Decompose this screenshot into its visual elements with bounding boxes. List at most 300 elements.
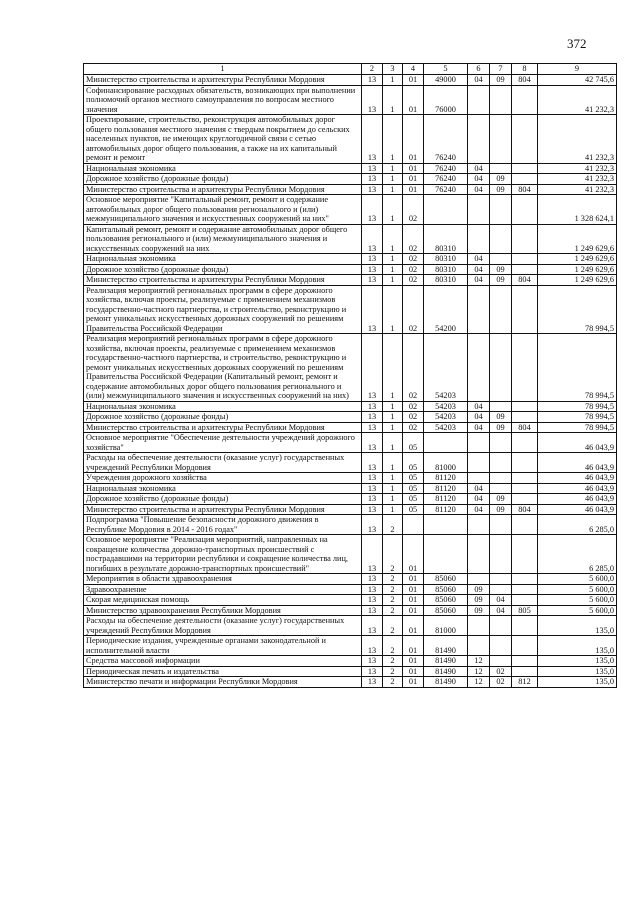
- table-row: [84, 666, 617, 677]
- amount-cell: 6 285,0: [538, 515, 617, 535]
- code-cell: [468, 473, 490, 484]
- amount-cell: 135,0: [538, 677, 617, 688]
- code-cell: 2: [383, 656, 403, 667]
- code-cell: [512, 473, 538, 484]
- row-name-cell: Дорожное хозяйство (дорожные фонды): [84, 412, 362, 423]
- code-cell: 804: [512, 184, 538, 195]
- code-cell: [512, 115, 538, 164]
- row-name-cell: Капитальный ремонт, ремонт и содержание автомобильных дорог общего пользования регионального и (или) межмуниципального значения и искусственных сооружений на них: [84, 224, 362, 254]
- code-cell: [490, 453, 512, 473]
- code-cell: 01: [403, 677, 424, 688]
- amount-cell: 46 043,9: [538, 433, 617, 453]
- code-cell: 13: [362, 285, 383, 334]
- code-cell: 13: [362, 174, 383, 185]
- code-cell: 09: [468, 605, 490, 616]
- table-row: [84, 677, 617, 688]
- code-cell: 80310: [424, 264, 468, 275]
- row-name-cell: Министерство строительства и архитектуры Республики Мордовия: [84, 422, 362, 433]
- code-cell: [490, 224, 512, 254]
- row-name-cell: Средства массовой информации: [84, 656, 362, 667]
- code-cell: [468, 224, 490, 254]
- code-cell: 01: [403, 535, 424, 574]
- code-cell: 2: [383, 584, 403, 595]
- code-cell: 09: [468, 584, 490, 595]
- page-number: 372: [567, 36, 587, 51]
- amount-cell: 41 232,3: [538, 115, 617, 164]
- amount-cell: 6 285,0: [538, 535, 617, 574]
- code-cell: 09: [490, 494, 512, 505]
- code-cell: 2: [383, 574, 403, 585]
- table-row: [84, 494, 617, 505]
- code-cell: [512, 483, 538, 494]
- table-row: [84, 574, 617, 585]
- amount-cell: 135,0: [538, 616, 617, 636]
- code-cell: 13: [362, 412, 383, 423]
- table-row: [84, 515, 617, 535]
- code-cell: 04: [468, 494, 490, 505]
- table-row: [84, 75, 617, 86]
- code-cell: 02: [403, 401, 424, 412]
- code-cell: [512, 412, 538, 423]
- code-cell: 04: [468, 163, 490, 174]
- row-name-cell: Дорожное хозяйство (дорожные фонды): [84, 174, 362, 185]
- code-cell: 85060: [424, 605, 468, 616]
- code-cell: 13: [362, 494, 383, 505]
- amount-cell: 1 328 624,1: [538, 195, 617, 225]
- amount-cell: 5 600,0: [538, 605, 617, 616]
- code-cell: 804: [512, 275, 538, 286]
- code-cell: [490, 254, 512, 265]
- code-cell: 804: [512, 504, 538, 515]
- code-cell: [512, 224, 538, 254]
- budget-table: [83, 63, 617, 688]
- code-cell: 01: [403, 584, 424, 595]
- table-row: [84, 636, 617, 656]
- code-cell: 02: [403, 412, 424, 423]
- code-cell: 81120: [424, 483, 468, 494]
- code-cell: 12: [468, 666, 490, 677]
- code-cell: 1: [383, 264, 403, 275]
- code-cell: [512, 285, 538, 334]
- code-cell: 12: [468, 677, 490, 688]
- code-cell: [424, 535, 468, 574]
- code-cell: 1: [383, 494, 403, 505]
- code-cell: [490, 285, 512, 334]
- code-cell: 01: [403, 85, 424, 115]
- code-cell: 13: [362, 75, 383, 86]
- code-cell: 02: [403, 334, 424, 402]
- code-cell: 1: [383, 174, 403, 185]
- row-name-cell: Основное мероприятие "Реализация мероприятий, направленных на сокращение количества дорожно-транспортных происшествий с пострадавшими на территории республики и сокращение количества лиц, погибших в результате дорожно-транспортных происшествий": [84, 535, 362, 574]
- amount-cell: 78 994,5: [538, 412, 617, 423]
- code-cell: [490, 656, 512, 667]
- code-cell: 13: [362, 115, 383, 164]
- amount-cell: 135,0: [538, 656, 617, 667]
- table-row: [84, 584, 617, 595]
- table-row: [84, 334, 617, 402]
- header-row: [84, 64, 617, 75]
- code-cell: [490, 85, 512, 115]
- code-cell: 76240: [424, 184, 468, 195]
- code-cell: [490, 433, 512, 453]
- code-cell: 81490: [424, 666, 468, 677]
- code-cell: 1: [383, 334, 403, 402]
- code-cell: 04: [468, 504, 490, 515]
- code-cell: 01: [403, 574, 424, 585]
- row-name-cell: Министерство строительства и архитектуры Республики Мордовия: [84, 75, 362, 86]
- header-cell: 5: [424, 64, 468, 75]
- code-cell: 54203: [424, 412, 468, 423]
- code-cell: 13: [362, 401, 383, 412]
- code-cell: 2: [383, 677, 403, 688]
- table-row: [84, 264, 617, 275]
- table-body: [84, 75, 617, 688]
- code-cell: 13: [362, 433, 383, 453]
- code-cell: [468, 433, 490, 453]
- amount-cell: 46 043,9: [538, 473, 617, 484]
- code-cell: 13: [362, 677, 383, 688]
- code-cell: 812: [512, 677, 538, 688]
- table-row: [84, 616, 617, 636]
- header-cell: 4: [403, 64, 424, 75]
- table-row: [84, 422, 617, 433]
- code-cell: [468, 285, 490, 334]
- amount-cell: 46 043,9: [538, 504, 617, 515]
- table-row: [84, 254, 617, 265]
- code-cell: 1: [383, 504, 403, 515]
- amount-cell: 78 994,5: [538, 422, 617, 433]
- code-cell: 1: [383, 254, 403, 265]
- amount-cell: 46 043,9: [538, 494, 617, 505]
- code-cell: 804: [512, 422, 538, 433]
- code-cell: 81490: [424, 656, 468, 667]
- amount-cell: 1 249 629,6: [538, 264, 617, 275]
- code-cell: 13: [362, 85, 383, 115]
- amount-cell: 1 249 629,6: [538, 275, 617, 286]
- code-cell: [424, 195, 468, 225]
- code-cell: [468, 195, 490, 225]
- code-cell: 13: [362, 163, 383, 174]
- code-cell: 09: [490, 422, 512, 433]
- amount-cell: 1 249 629,6: [538, 224, 617, 254]
- code-cell: 2: [383, 515, 403, 535]
- row-name-cell: Дорожное хозяйство (дорожные фонды): [84, 264, 362, 275]
- table-row: [84, 285, 617, 334]
- code-cell: 01: [403, 75, 424, 86]
- code-cell: 13: [362, 636, 383, 656]
- row-name-cell: Проектирование, строительство, реконструкция автомобильных дорог общего пользования местного значения с твердым покрытием до сельских населенных пунктов, не имеющих круглогодичной связи с сетью автомобильных дорог общего пользования, а также на их капитальный ремонт и ремонт: [84, 115, 362, 164]
- code-cell: 1: [383, 401, 403, 412]
- code-cell: 81000: [424, 616, 468, 636]
- table-row: [84, 174, 617, 185]
- row-name-cell: Здравоохранение: [84, 584, 362, 595]
- code-cell: 80310: [424, 224, 468, 254]
- code-cell: [512, 515, 538, 535]
- code-cell: 13: [362, 422, 383, 433]
- amount-cell: 78 994,5: [538, 285, 617, 334]
- table-row: [84, 85, 617, 115]
- row-name-cell: Основное мероприятие "Капитальный ремонт, ремонт и содержание автомобильных дорог общего пользования регионального и (или) межмуниципального значения и искусственных сооружений на них": [84, 195, 362, 225]
- code-cell: 04: [468, 401, 490, 412]
- code-cell: 09: [490, 174, 512, 185]
- code-cell: 12: [468, 656, 490, 667]
- header-cell: 7: [490, 64, 512, 75]
- code-cell: [512, 264, 538, 275]
- code-cell: [490, 195, 512, 225]
- code-cell: [512, 163, 538, 174]
- code-cell: [512, 433, 538, 453]
- code-cell: 13: [362, 515, 383, 535]
- code-cell: [512, 174, 538, 185]
- code-cell: [512, 595, 538, 606]
- row-name-cell: Реализация мероприятий региональных программ в сфере дорожного хозяйства, включая проекты, реализуемые с применением механизмов государственно-частного партнерства, и строительство, реконструкцию и ремонт уникальных искусственных дорожных сооружений по решениям Правительства Российской Федерации (Капитальный ремонт, ремонт и содержание автомобильных дорог общего пользования регионального и (или) межмуниципального значения и искусственных сооружений на них): [84, 334, 362, 402]
- code-cell: 2: [383, 605, 403, 616]
- code-cell: [512, 574, 538, 585]
- code-cell: 1: [383, 433, 403, 453]
- code-cell: 04: [468, 483, 490, 494]
- code-cell: 1: [383, 195, 403, 225]
- code-cell: 1: [383, 483, 403, 494]
- amount-cell: 1 249 629,6: [538, 254, 617, 265]
- code-cell: 1: [383, 115, 403, 164]
- code-cell: 13: [362, 595, 383, 606]
- code-cell: 54200: [424, 285, 468, 334]
- header-cell: 6: [468, 64, 490, 75]
- code-cell: 05: [403, 453, 424, 473]
- table-row: [84, 656, 617, 667]
- table-row: [84, 115, 617, 164]
- table-row: [84, 535, 617, 574]
- code-cell: 04: [468, 254, 490, 265]
- table-row: [84, 184, 617, 195]
- code-cell: 09: [468, 595, 490, 606]
- code-cell: [490, 163, 512, 174]
- code-cell: [468, 636, 490, 656]
- amount-cell: 41 232,3: [538, 184, 617, 195]
- code-cell: 01: [403, 666, 424, 677]
- code-cell: [512, 254, 538, 265]
- code-cell: 13: [362, 584, 383, 595]
- row-name-cell: Дорожное хозяйство (дорожные фонды): [84, 494, 362, 505]
- code-cell: [424, 515, 468, 535]
- code-cell: 02: [403, 422, 424, 433]
- table-row: [84, 504, 617, 515]
- code-cell: [490, 401, 512, 412]
- code-cell: 04: [468, 275, 490, 286]
- code-cell: 2: [383, 595, 403, 606]
- code-cell: 81490: [424, 636, 468, 656]
- amount-cell: 41 232,3: [538, 163, 617, 174]
- code-cell: [490, 636, 512, 656]
- amount-cell: 5 600,0: [538, 595, 617, 606]
- row-name-cell: Основное мероприятие "Обеспечение деятельности учреждений дорожного хозяйства": [84, 433, 362, 453]
- code-cell: 02: [403, 195, 424, 225]
- code-cell: 13: [362, 195, 383, 225]
- row-name-cell: Расходы на обеспечение деятельности (оказание услуг) государственных учреждений Республики Мордовия: [84, 453, 362, 473]
- code-cell: 85060: [424, 574, 468, 585]
- code-cell: 05: [403, 473, 424, 484]
- row-name-cell: Подпрограмма "Повышение безопасности дорожного движения в Республике Мордовия в 2014 - 2016 годах": [84, 515, 362, 535]
- header-cell: 9: [538, 64, 617, 75]
- code-cell: 04: [490, 595, 512, 606]
- row-name-cell: Министерство здравоохранения Республики Мордовия: [84, 605, 362, 616]
- code-cell: 02: [403, 275, 424, 286]
- table-row: [84, 412, 617, 423]
- code-cell: 76000: [424, 85, 468, 115]
- amount-cell: 135,0: [538, 666, 617, 677]
- code-cell: 13: [362, 574, 383, 585]
- row-name-cell: Реализация мероприятий региональных программ в сфере дорожного хозяйства, включая проекты, реализуемые с применением механизмов государственно-частного партнерства, и строительство, реконструкцию и ремонт уникальных искусственных дорожных сооружений по решениям Правительства Российской Федерации: [84, 285, 362, 334]
- row-name-cell: Периодические издания, учрежденные органами законодательной и исполнительной власти: [84, 636, 362, 656]
- code-cell: [512, 584, 538, 595]
- code-cell: 02: [403, 254, 424, 265]
- table-row: [84, 401, 617, 412]
- code-cell: 01: [403, 656, 424, 667]
- code-cell: [512, 535, 538, 574]
- header-cell: 3: [383, 64, 403, 75]
- code-cell: 1: [383, 184, 403, 195]
- code-cell: [490, 483, 512, 494]
- code-cell: 1: [383, 422, 403, 433]
- code-cell: 09: [490, 504, 512, 515]
- table-row: [84, 195, 617, 225]
- code-cell: [424, 433, 468, 453]
- code-cell: 13: [362, 264, 383, 275]
- code-cell: 01: [403, 115, 424, 164]
- code-cell: [468, 85, 490, 115]
- code-cell: 05: [403, 494, 424, 505]
- row-name-cell: Национальная экономика: [84, 163, 362, 174]
- code-cell: 804: [512, 75, 538, 86]
- code-cell: 1: [383, 275, 403, 286]
- amount-cell: 5 600,0: [538, 584, 617, 595]
- code-cell: 01: [403, 184, 424, 195]
- table-row: [84, 473, 617, 484]
- code-cell: 13: [362, 275, 383, 286]
- code-cell: 01: [403, 636, 424, 656]
- code-cell: [468, 574, 490, 585]
- row-name-cell: Национальная экономика: [84, 401, 362, 412]
- code-cell: 05: [403, 504, 424, 515]
- amount-cell: 78 994,5: [538, 401, 617, 412]
- code-cell: 49000: [424, 75, 468, 86]
- code-cell: 1: [383, 163, 403, 174]
- code-cell: 13: [362, 605, 383, 616]
- code-cell: [490, 584, 512, 595]
- code-cell: 81490: [424, 677, 468, 688]
- code-cell: 76240: [424, 163, 468, 174]
- code-cell: [468, 453, 490, 473]
- code-cell: [512, 334, 538, 402]
- code-cell: 05: [403, 433, 424, 453]
- code-cell: 81000: [424, 453, 468, 473]
- code-cell: 1: [383, 75, 403, 86]
- row-name-cell: Скорая медицинская помощь: [84, 595, 362, 606]
- code-cell: 76240: [424, 115, 468, 164]
- code-cell: 13: [362, 666, 383, 677]
- row-name-cell: Расходы на обеспечение деятельности (оказание услуг) государственных учреждений Республики Мордовия: [84, 616, 362, 636]
- code-cell: [512, 494, 538, 505]
- code-cell: [512, 616, 538, 636]
- table-row: [84, 433, 617, 453]
- code-cell: [468, 115, 490, 164]
- code-cell: 1: [383, 473, 403, 484]
- code-cell: 01: [403, 595, 424, 606]
- code-cell: 81120: [424, 473, 468, 484]
- code-cell: 80310: [424, 254, 468, 265]
- code-cell: [512, 636, 538, 656]
- row-name-cell: Мероприятия в области здравоохранения: [84, 574, 362, 585]
- code-cell: 01: [403, 605, 424, 616]
- row-name-cell: Министерство строительства и архитектуры Республики Мордовия: [84, 184, 362, 195]
- row-name-cell: Национальная экономика: [84, 254, 362, 265]
- amount-cell: 41 232,3: [538, 174, 617, 185]
- code-cell: [403, 515, 424, 535]
- code-cell: 09: [490, 275, 512, 286]
- table-row: [84, 453, 617, 473]
- header-cell: 8: [512, 64, 538, 75]
- table-row: [84, 275, 617, 286]
- code-cell: 04: [468, 412, 490, 423]
- code-cell: [490, 473, 512, 484]
- table-row: [84, 224, 617, 254]
- code-cell: 13: [362, 453, 383, 473]
- code-cell: 02: [490, 666, 512, 677]
- code-cell: 01: [403, 616, 424, 636]
- amount-cell: 78 994,5: [538, 334, 617, 402]
- code-cell: [512, 656, 538, 667]
- table-row: [84, 595, 617, 606]
- amount-cell: 135,0: [538, 636, 617, 656]
- code-cell: [512, 85, 538, 115]
- code-cell: [490, 115, 512, 164]
- code-cell: 13: [362, 535, 383, 574]
- code-cell: 85060: [424, 595, 468, 606]
- code-cell: 1: [383, 285, 403, 334]
- code-cell: 1: [383, 453, 403, 473]
- header-cell: 2: [362, 64, 383, 75]
- code-cell: 805: [512, 605, 538, 616]
- code-cell: 13: [362, 504, 383, 515]
- code-cell: 01: [403, 163, 424, 174]
- code-cell: 13: [362, 483, 383, 494]
- code-cell: [468, 535, 490, 574]
- code-cell: 09: [490, 184, 512, 195]
- code-cell: 2: [383, 616, 403, 636]
- code-cell: 76240: [424, 174, 468, 185]
- code-cell: 09: [490, 75, 512, 86]
- code-cell: 02: [403, 264, 424, 275]
- amount-cell: 46 043,9: [538, 483, 617, 494]
- code-cell: 04: [468, 422, 490, 433]
- row-name-cell: Периодическая печать и издательства: [84, 666, 362, 677]
- code-cell: 04: [468, 75, 490, 86]
- amount-cell: 46 043,9: [538, 453, 617, 473]
- code-cell: 04: [490, 605, 512, 616]
- code-cell: 13: [362, 224, 383, 254]
- row-name-cell: Софинансирование расходных обязательств, возникающих при выполнении полномочий органов местного самоуправления по вопросам местного значения: [84, 85, 362, 115]
- row-name-cell: Министерство печати и информации Республики Мордовия: [84, 677, 362, 688]
- code-cell: [490, 616, 512, 636]
- row-name-cell: Министерство строительства и архитектуры Республики Мордовия: [84, 275, 362, 286]
- code-cell: 13: [362, 334, 383, 402]
- code-cell: 02: [403, 285, 424, 334]
- code-cell: 13: [362, 616, 383, 636]
- code-cell: 13: [362, 473, 383, 484]
- code-cell: [468, 616, 490, 636]
- amount-cell: 5 600,0: [538, 574, 617, 585]
- row-name-cell: Учреждения дорожного хозяйства: [84, 473, 362, 484]
